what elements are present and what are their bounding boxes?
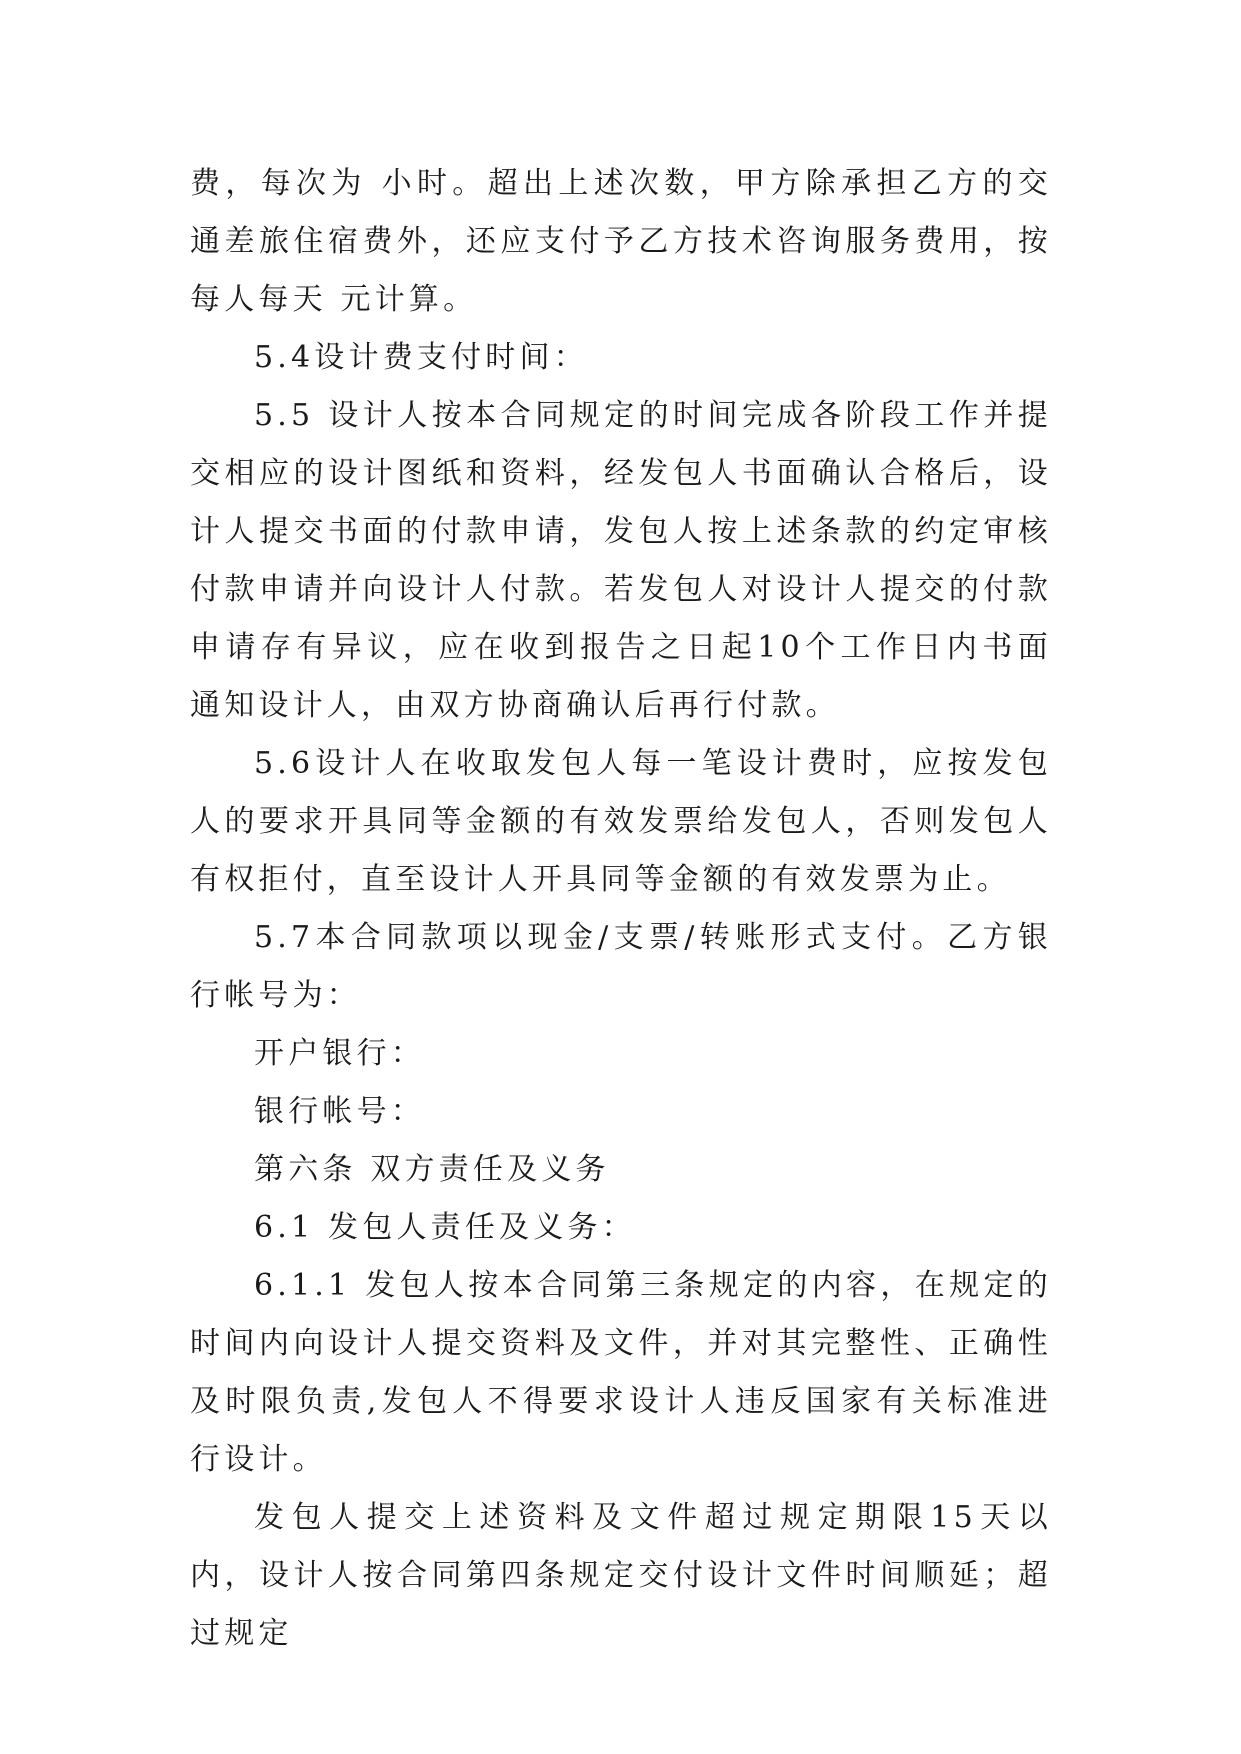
paragraph-5-4: 5.4设计费支付时间： [254,340,588,375]
paragraph-5-7: 5.7本合同款项以现金/支票/转账形式支付。乙方银行帐号为： [190,920,1052,1013]
paragraph-6-1-1: 6.1.1 发包人按本合同第三条规定的内容，在规定的时间内向设计人提交资料及文件，并对其完整性、正确性及时限负责,发包人不得要求设计人违反国家有关标准进行设计。 [190,1268,1052,1477]
paragraph-fee-per-visit: 费，每次为 小时。超出上述次数，甲方除承担乙方的交通差旅住宿费外，还应支付予乙方技术咨询服务费用，按每人每天 元计算。 [190,166,1052,317]
section-heading-article-6: 第六条 双方责任及义务 [254,1152,610,1187]
paragraph-late-submission: 发包人提交上述资料及文件超过规定期限15天以内，设计人按合同第四条规定交付设计文件时间顺延；超过规定 [190,1500,1052,1651]
paragraph-5-5: 5.5 设计人按本合同规定的时间完成各阶段工作并提交相应的设计图纸和资料，经发包人书面确认合格后，设计人提交书面的付款申请，发包人按上述条款的约定审核付款申请并向设计人付款。若发包人对设计人提交的付款申请存有异议，应在收到报告之日起10个工作日内书面通知设计人，由双方协商确认后再行付款。 [190,398,1052,723]
paragraph-bank-account: 银行帐号： [254,1094,425,1129]
paragraph-bank-name: 开户银行： [254,1036,425,1071]
paragraph-6-1: 6.1 发包人责任及义务： [254,1210,636,1245]
paragraph-5-6: 5.6设计人在收取发包人每一笔设计费时，应按发包人的要求开具同等金额的有效发票给发包人，否则发包人有权拒付，直至设计人开具同等金额的有效发票为止。 [190,746,1052,897]
document-body [190,155,1052,1663]
